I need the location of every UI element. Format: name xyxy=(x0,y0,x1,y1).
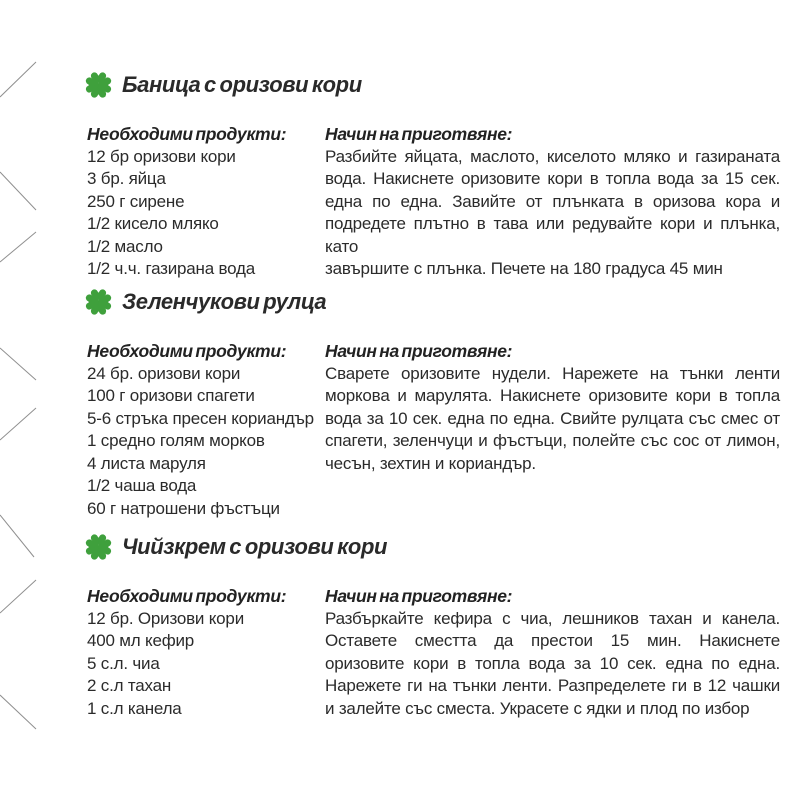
ingredient-item: 1/2 чаша вода xyxy=(87,476,197,496)
ingredient-item: 2 с.л тахан xyxy=(87,676,172,696)
recipe-title-row xyxy=(83,530,780,564)
recipe-title: Баница с оризови кори xyxy=(122,72,362,97)
recipe-title: Чийзкрем с оризови кори xyxy=(122,534,388,559)
method-paragraph: Сварете оризовите нудели. Нарежете на тънки ленти моркова и марулята. Накиснете оризовите кори в топла вода за 10 сек. една по една. Свийте рулцата със смес от спагети, зеленчуци и фъстъци, полейте със сос от лимон, чесън, зехтин и кориандър. xyxy=(325,363,780,473)
ingredient-item: 1/2 кисело мляко xyxy=(87,214,219,234)
clover-icon xyxy=(83,286,114,319)
ingredient-item: 1 с.л канела xyxy=(87,698,182,718)
ingredient-item: 1 средно голям морков xyxy=(87,431,265,451)
ingredient-item: 400 мл кефир xyxy=(87,631,195,651)
ingredients-header: Необходими продукти: xyxy=(87,586,287,606)
ingredients-list xyxy=(87,363,325,521)
method-paragraph: Разбъркайте кефира с чиа, лешников тахан и канела. Оставете сместта да престои 15 мин. Накиснете оризовите кори в топла вода за 10 сек. една по една. Нарежете ги на тънки ленти. Разпределете ги в 12 чашки и залейте със сместа. Украсете с ядки и плод по избор xyxy=(325,608,780,718)
method-header: Начин на приготвяне: xyxy=(325,341,513,361)
ingredient-item: 12 бр. Оризови кори xyxy=(87,608,244,628)
ingredient-item: 1/2 масло xyxy=(87,236,163,256)
recipe-section-rulca xyxy=(87,285,780,521)
ingredient-item: 250 г сирене xyxy=(87,191,185,211)
method-column xyxy=(325,585,780,720)
clover-icon xyxy=(83,69,114,102)
ingredient-item: 100 г оризови спагети xyxy=(87,386,255,406)
ingredient-item: 1/2 ч.ч. газирана вода xyxy=(87,259,255,279)
method-column xyxy=(325,340,780,521)
ingredients-list xyxy=(87,608,325,721)
ingredient-item: 60 г натрошени фъстъци xyxy=(87,499,280,519)
ingredient-item: 24 бр. оризови кори xyxy=(87,363,241,383)
clover-icon xyxy=(83,531,114,564)
ingredient-item: 5 с.л. чиа xyxy=(87,653,160,673)
ingredients-list xyxy=(87,146,325,282)
recipe-section-banitsa xyxy=(87,68,780,281)
ingredients-column xyxy=(87,585,325,720)
recipe-body xyxy=(87,123,780,281)
ingredients-column xyxy=(87,123,325,281)
recipe-body xyxy=(87,585,780,720)
ingredients-header: Необходими продукти: xyxy=(87,124,287,144)
ingredient-item: 12 бр оризови кори xyxy=(87,146,236,166)
method-paragraph: Разбийте яйцата, маслото, киселото мляко и газираната вода. Накиснете оризовите кори в топла вода за 15 сек. една по една. Завийте от плънката в оризова кора и подредете плътно в тава или редувайте кори и плънка, като xyxy=(325,146,780,256)
ingredient-item: 5-6 стръка пресен кориандър xyxy=(87,408,314,428)
diagonal-edge-marks-icon xyxy=(0,0,40,800)
method-header: Начин на приготвяне: xyxy=(325,124,513,144)
method-paragraph: завършите с плънка. Печете на 180 градуса 45 мин xyxy=(325,259,723,279)
recipe-section-cheesecream xyxy=(87,530,780,720)
recipe-title-row xyxy=(83,68,780,102)
ingredients-column xyxy=(87,340,325,521)
recipe-body xyxy=(87,340,780,521)
method-header: Начин на приготвяне: xyxy=(325,586,513,606)
ingredient-item: 4 листа маруля xyxy=(87,453,206,473)
method-column xyxy=(325,123,780,281)
ingredients-header: Необходими продукти: xyxy=(87,341,287,361)
recipe-title-row xyxy=(83,285,780,319)
ingredient-item: 3 бр. яйца xyxy=(87,169,166,189)
recipe-title: Зеленчукови рулца xyxy=(122,289,327,314)
